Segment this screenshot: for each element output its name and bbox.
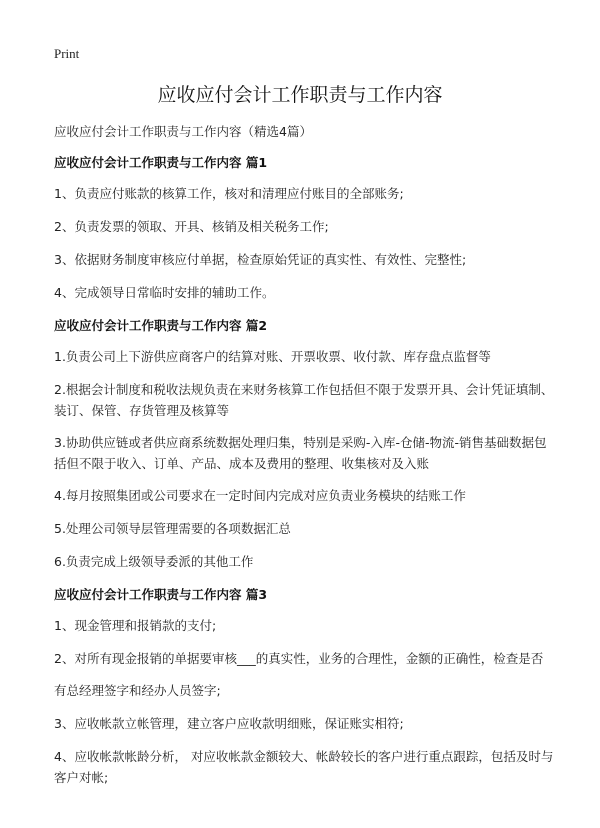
- section-1: [54, 152, 554, 304]
- document-subtitle: 应收应付会计工作职责与工作内容（精选4篇）: [54, 124, 312, 139]
- list-item: 5.处理公司领导层管理需要的各项数据汇总: [54, 521, 291, 536]
- section-heading: 应收应付会计工作职责与工作内容 篇2: [54, 318, 268, 333]
- list-item: 2、对所有现金报销的单据要审核___的真实性，业务的合理性，金额的正确性，检查是否: [54, 651, 544, 666]
- print-label: Print: [54, 46, 80, 61]
- list-item: 2、负责发票的领取、开具、核销及相关税务工作;: [54, 219, 329, 234]
- section-heading: 应收应付会计工作职责与工作内容 篇1: [54, 155, 268, 170]
- list-item: 1、现金管理和报销款的支付;: [54, 618, 217, 633]
- list-item: 1、负责应付账款的核算工作，核对和清理应付账目的全部账务;: [54, 186, 404, 201]
- section-heading: 应收应付会计工作职责与工作内容 篇3: [54, 587, 268, 602]
- list-item: 3.协助供应链或者供应商系统数据处理归集，特别是采购-入库-仓储-物流-销售基础数据包括但不限于收入、订单、产品、成本及费用的整理、收集核对及入账: [54, 435, 547, 471]
- list-item: 3、应收帐款立帐管理，建立客户应收款明细账，保证账实相符;: [54, 716, 404, 731]
- list-item: 1.负责公司上下游供应商客户的结算对账、开票收票、收付款、库存盘点监督等: [54, 349, 491, 364]
- list-item: 4、应收帐款帐龄分析， 对应收帐款金额较大、帐龄较长的客户进行重点跟踪，包括及时与客户对帐;: [54, 749, 554, 785]
- document-body: [54, 121, 554, 799]
- list-item: 有总经理签字和经办人员签字;: [54, 683, 221, 698]
- list-item: 4.每月按照集团或公司要求在一定时间内完成对应负责业务模块的结账工作: [54, 488, 466, 503]
- section-2: [54, 315, 554, 573]
- list-item: 6.负责完成上级领导委派的其他工作: [54, 554, 254, 569]
- list-item: 2.根据会计制度和税收法规负责在来财务核算工作包括但不限于发票开具、会计凭证填制、装订、保管、存货管理及核算等: [54, 382, 554, 418]
- page-title: 应收应付会计工作职责与工作内容: [157, 84, 443, 106]
- list-item: 4、完成领导日常临时安排的辅助工作。: [54, 285, 275, 300]
- list-item: 3、依据财务制度审核应付单据，检查原始凭证的真实性、有效性、完整性;: [54, 252, 467, 267]
- section-3: [54, 584, 554, 788]
